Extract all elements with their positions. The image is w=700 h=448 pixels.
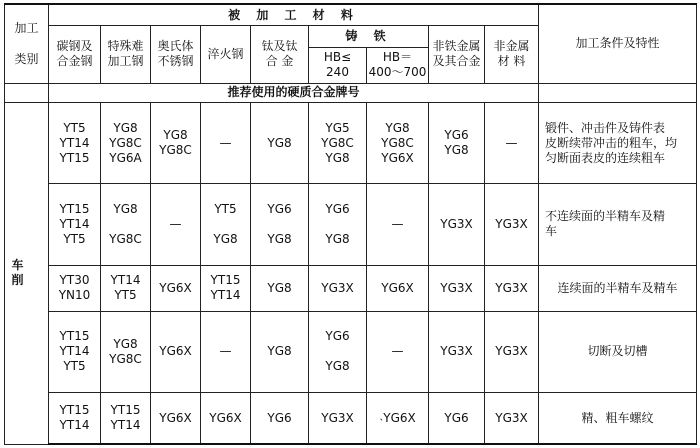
- grade-value: YG6: [325, 201, 350, 216]
- grade-value: YG3X: [440, 280, 473, 295]
- grade-cell: [367, 311, 429, 392]
- grade-cell: [485, 393, 539, 444]
- table-row: [5, 265, 697, 311]
- grade-value: YT15: [59, 329, 90, 344]
- grade-cell: [101, 103, 151, 184]
- grade-cell: [49, 103, 101, 184]
- grade-cell: [309, 184, 367, 265]
- header-cast-iron-group: 铸 铁: [309, 26, 429, 48]
- table-row: [5, 393, 697, 444]
- grade-cell: [367, 184, 429, 265]
- grade-value: —: [169, 216, 182, 231]
- grade-value: YG8C: [109, 135, 142, 150]
- table-row: [5, 311, 697, 392]
- grade-value: YG3X: [495, 280, 528, 295]
- grade-value: YT14: [59, 135, 90, 150]
- grade-cell: [367, 393, 429, 444]
- grade-cell: [201, 103, 251, 184]
- header-col-nonferrous: 非铁金属 及其合金: [429, 26, 485, 84]
- grade-value: YT15: [59, 150, 90, 165]
- grade-value: —: [219, 135, 232, 150]
- header-type-label-1: 加工: [14, 20, 39, 35]
- grade-value: YG6: [444, 410, 469, 425]
- grade-cell: [429, 184, 485, 265]
- grade-cell: [251, 311, 309, 392]
- grade-cell: [201, 265, 251, 311]
- grade-value: YG8: [113, 120, 138, 135]
- grade-value: YG6: [267, 410, 292, 425]
- grade-value: YG8C: [321, 135, 354, 150]
- grade-cell: [429, 393, 485, 444]
- header-col-special-steel: 特殊难 加工钢: [101, 26, 151, 84]
- grade-cell: [485, 311, 539, 392]
- grade-value: YG8C: [381, 135, 414, 150]
- grade-cell: [429, 103, 485, 184]
- grade-value: —: [505, 135, 518, 150]
- grade-value: YG8: [267, 344, 292, 359]
- grade-cell: [101, 265, 151, 311]
- grade-cell: [101, 393, 151, 444]
- grade-value: YG6: [325, 329, 350, 344]
- grade-value: YG6X: [381, 150, 414, 165]
- table-row: [5, 103, 697, 184]
- grade-cell: [151, 103, 201, 184]
- grade-cell: [101, 184, 151, 265]
- condition-text: 匀断面表皮的连续粗车: [545, 150, 666, 165]
- grade-value: YT15: [59, 403, 90, 417]
- grade-value: YT5: [63, 120, 86, 135]
- grade-cell: [151, 311, 201, 392]
- grade-cell: [151, 393, 201, 444]
- grade-value: YG3X: [440, 216, 473, 231]
- condition-cell: [539, 393, 697, 444]
- condition-text: 车: [545, 224, 558, 239]
- table-row: [5, 184, 697, 265]
- grade-value: YG8: [113, 201, 138, 216]
- grade-cell: [251, 393, 309, 444]
- grade-value: YG3X: [495, 216, 528, 231]
- grade-value: YG8: [325, 150, 350, 165]
- condition-text: 锻件、冲击件及铸件表: [545, 120, 666, 135]
- grade-cell: [251, 103, 309, 184]
- grade-cell: [309, 393, 367, 444]
- grade-cell: [485, 103, 539, 184]
- grade-value: —: [391, 344, 404, 359]
- grade-cell: [429, 311, 485, 392]
- grade-cell: [151, 265, 201, 311]
- grade-value: YG8: [267, 280, 292, 295]
- grade-value: YT5: [63, 359, 86, 374]
- grade-value: YG3X: [321, 410, 354, 425]
- grade-value: YG3X: [321, 280, 354, 295]
- grade-value: YT15: [210, 273, 241, 288]
- grade-value: YG8: [385, 120, 410, 135]
- grade-value: YG8: [444, 143, 469, 158]
- condition-cell: [539, 265, 697, 311]
- grade-value: YT14: [110, 418, 141, 432]
- header-recommended: 推荐使用的硬质合金牌号: [49, 83, 539, 103]
- section-label: 车 削: [5, 103, 49, 444]
- grade-value: YG3X: [495, 344, 528, 359]
- grade-cell: [101, 311, 151, 392]
- header-col-hb-low: HB≤ 240: [309, 47, 367, 83]
- grade-value: YN10: [58, 288, 91, 303]
- grade-value: YT5: [114, 288, 137, 303]
- grade-value: YT14: [110, 273, 141, 288]
- grade-value: YT15: [59, 201, 90, 216]
- grade-cell: [367, 265, 429, 311]
- header-col-hardened: 淬火钢: [201, 26, 251, 84]
- grade-value: YG6X: [209, 410, 242, 425]
- grade-value: YG8: [163, 128, 188, 143]
- grade-value: YT14: [59, 216, 90, 231]
- header-blank-cell: [5, 83, 49, 103]
- grade-value: YG8C: [109, 231, 142, 246]
- grade-value: YG8: [325, 359, 350, 374]
- grade-cell: [309, 265, 367, 311]
- grade-cell: [151, 184, 201, 265]
- grade-value: YG6X: [381, 280, 414, 295]
- grade-cell: [309, 311, 367, 392]
- header-col-carbon-steel: 碳钢及 合金钢: [49, 26, 101, 84]
- grade-value: YG6X: [159, 344, 192, 359]
- grade-value: YG8C: [109, 351, 142, 366]
- grade-value: YG8: [113, 336, 138, 351]
- grade-cell: [49, 184, 101, 265]
- carbide-grade-table: [4, 3, 697, 445]
- header-col-hb-high: HB＝ 400～700: [367, 47, 429, 83]
- grade-cell: [49, 393, 101, 444]
- grade-value: YG6X: [159, 280, 192, 295]
- grade-value: YT14: [210, 288, 241, 303]
- grade-cell: [251, 265, 309, 311]
- grade-value: YG8: [325, 231, 350, 246]
- grade-cell: [367, 103, 429, 184]
- grade-cell: [485, 265, 539, 311]
- grade-value: ˴YG6X: [379, 410, 416, 425]
- header-type-cell: [5, 4, 49, 83]
- grade-cell: [251, 184, 309, 265]
- condition-cell: [539, 184, 697, 265]
- grade-value: —: [391, 216, 404, 231]
- header-material-group: 被 加 工 材 料: [49, 4, 539, 26]
- grade-cell: [49, 265, 101, 311]
- header-col-stainless: 奥氏体 不锈钢: [151, 26, 201, 84]
- grade-cell: [201, 311, 251, 392]
- grade-cell: [429, 265, 485, 311]
- header-type-label-2: 类别: [14, 51, 39, 66]
- grade-value: YG8: [213, 231, 238, 246]
- grade-value: YG3X: [495, 410, 528, 425]
- header-col-nonmetal: 非金属 材 料: [485, 26, 539, 84]
- grade-cell: [201, 184, 251, 265]
- condition-text: 精、粗车螺纹: [581, 410, 654, 425]
- grade-value: YT30: [59, 273, 90, 288]
- grade-cell: [309, 103, 367, 184]
- grade-value: YT5: [214, 201, 237, 216]
- grade-value: YG5: [325, 120, 350, 135]
- grade-value: YT14: [59, 344, 90, 359]
- grade-value: YG6: [267, 201, 292, 216]
- condition-text: 皮断续带冲击的粗车，均: [545, 135, 678, 150]
- grade-value: —: [219, 344, 232, 359]
- grade-cell: [49, 311, 101, 392]
- header-conditions: 加工条件及特性: [539, 4, 697, 83]
- grade-value: YG3X: [440, 344, 473, 359]
- grade-cell: [485, 184, 539, 265]
- grade-value: YT14: [59, 418, 90, 432]
- grade-value: YG6A: [109, 150, 142, 165]
- header-blank-cell: [539, 83, 697, 103]
- condition-text: 切断及切槽: [587, 344, 648, 359]
- grade-value: YG8C: [159, 143, 192, 158]
- grade-value: YT5: [63, 231, 86, 246]
- header-col-titanium: 钛及钛 合 金: [251, 26, 309, 84]
- grade-value: YG8: [267, 135, 292, 150]
- condition-cell: [539, 311, 697, 392]
- condition-cell: [539, 103, 697, 184]
- grade-value: YT15: [110, 403, 141, 417]
- condition-text: 不连续面的半精车及精: [545, 209, 666, 224]
- condition-text: 连续面的半精车及精车: [557, 280, 678, 295]
- grade-value: YG6X: [159, 410, 192, 425]
- grade-cell: [201, 393, 251, 444]
- grade-value: YG8: [267, 231, 292, 246]
- grade-value: YG6: [444, 128, 469, 143]
